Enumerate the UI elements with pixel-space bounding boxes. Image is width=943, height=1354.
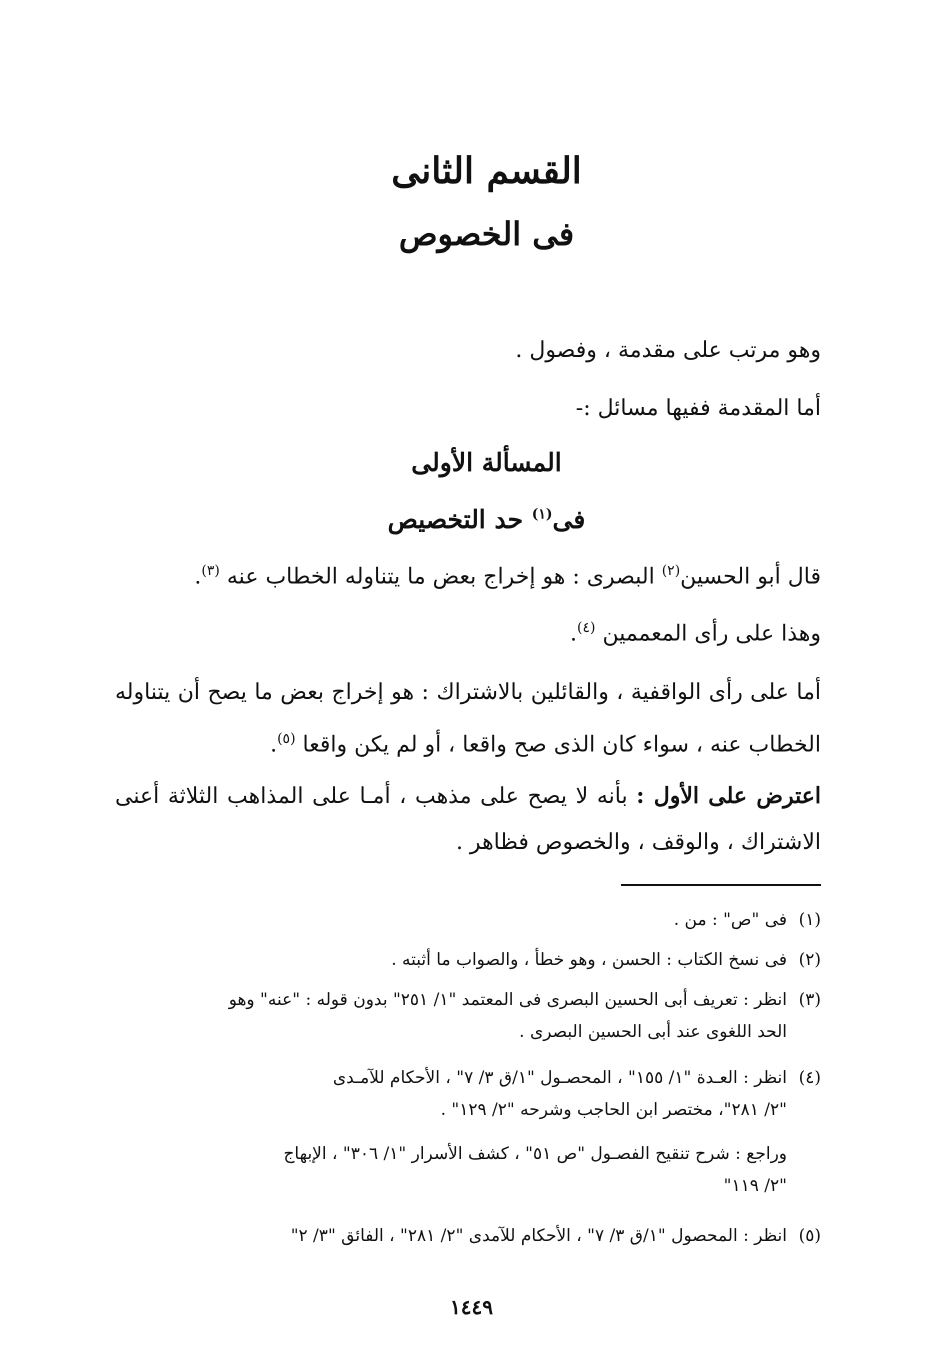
footnote-ref: (٥) <box>277 731 296 747</box>
paragraph-waqifiyya-end: . <box>270 732 278 758</box>
page-number: ١٤٤٩ <box>450 1295 493 1319</box>
issue-subheading <box>30 505 943 534</box>
footnote-continuation: "٢/ ٢٨١"، مختصر ابن الحاجب وشرحه "٢/ ١٢٩" . <box>440 1100 787 1120</box>
footnote-5 <box>110 1220 821 1252</box>
footnote-number: (٤) <box>798 1068 821 1088</box>
section-title: القسم الثانى <box>391 150 582 192</box>
section-subtitle: فى الخصوص <box>398 215 575 253</box>
paragraph-waqifiyya-text: أما على رأى الواقفية ، والقائلين بالاشتراك : هو إخراج بعض ما يصح أن يتناوله الخطاب عنه ، سواء كان الذى صح واقعا ، أو لم يكن واقعا <box>115 680 821 758</box>
intro-line-1: وهو مرتب على مقدمة ، وفصول . <box>515 338 821 363</box>
footnote-text: انظر : تعريف أبى الحسين البصرى فى المعتمد "١/ ٢٥١" بدون قوله : "عنه" وهو <box>228 990 787 1010</box>
issue-subheading-prefix: فى <box>552 505 586 534</box>
definition-text-c: . <box>194 564 202 590</box>
issue-heading: المسألة الأولى <box>411 448 562 477</box>
footnote-continuation: "٢/ ١١٩" <box>723 1176 787 1196</box>
footnote-2 <box>110 944 821 976</box>
definition-line-2-text: وهذا على رأى المعممين <box>595 621 821 647</box>
footnote-ref: (١) <box>531 506 553 523</box>
footnote-4 <box>110 1062 821 1126</box>
footnote-text: وراجع : شرح تنقيح الفصـول "ص ٥١" ، كشف الأسرار "١/ ٣٠٦" ، الإبهاج <box>283 1144 787 1164</box>
footnote-divider <box>621 884 821 886</box>
intro-line-2: أما المقدمة ففيها مسائل :- <box>575 396 821 421</box>
footnote-text: انظر : العـدة "١/ ١٥٥" ، المحصـول "١/ق ٣/ ٧" ، الأحكام للآمـدى <box>332 1068 787 1088</box>
footnote-ref: (٢) <box>661 563 681 579</box>
definition-text-b: البصرى : هو إخراج بعض ما يتناوله الخطاب عنه <box>219 564 662 590</box>
footnote-text: فى "ص" : من . <box>673 910 787 930</box>
issue-subheading-text: حد التخصيص <box>387 505 532 534</box>
paragraph-objection <box>115 773 821 866</box>
footnote-ref: (٤) <box>576 620 596 636</box>
footnote-number: (٣) <box>798 990 821 1010</box>
footnote-4-continued <box>110 1138 821 1202</box>
definition-line-2 <box>570 620 821 646</box>
footnote-text: فى نسخ الكتاب : الحسن ، وهو خطأ ، والصواب ما أثبته . <box>391 950 787 970</box>
paragraph-waqifiyya <box>115 670 821 768</box>
definition-line-2-end: . <box>569 621 577 647</box>
definition-line-1 <box>194 563 821 589</box>
footnote-number: (١) <box>798 910 821 930</box>
footnote-continuation: الحد اللغوى عند أبى الحسين البصرى . <box>519 1022 787 1042</box>
footnote-text: انظر : المحصول "١/ق ٣/ ٧" ، الأحكام للآمدى "٢/ ٢٨١" ، الفائق "٣/ ٢" <box>290 1226 787 1246</box>
footnote-number: (٥) <box>798 1226 821 1246</box>
footnote-3 <box>110 984 821 1048</box>
footnote-1 <box>110 904 821 936</box>
objection-lead: اعترض على الأول : <box>636 783 821 809</box>
definition-text-a: قال أبو الحسين <box>680 564 821 590</box>
footnote-ref: (٣) <box>201 563 220 579</box>
objection-text: بأنه لا يصح على مذهب ، أمـا على المذاهب الثلاثة أعنى الاشتراك ، والوقف ، والخصوص فظاهر . <box>115 784 821 855</box>
footnote-number: (٢) <box>798 950 821 970</box>
